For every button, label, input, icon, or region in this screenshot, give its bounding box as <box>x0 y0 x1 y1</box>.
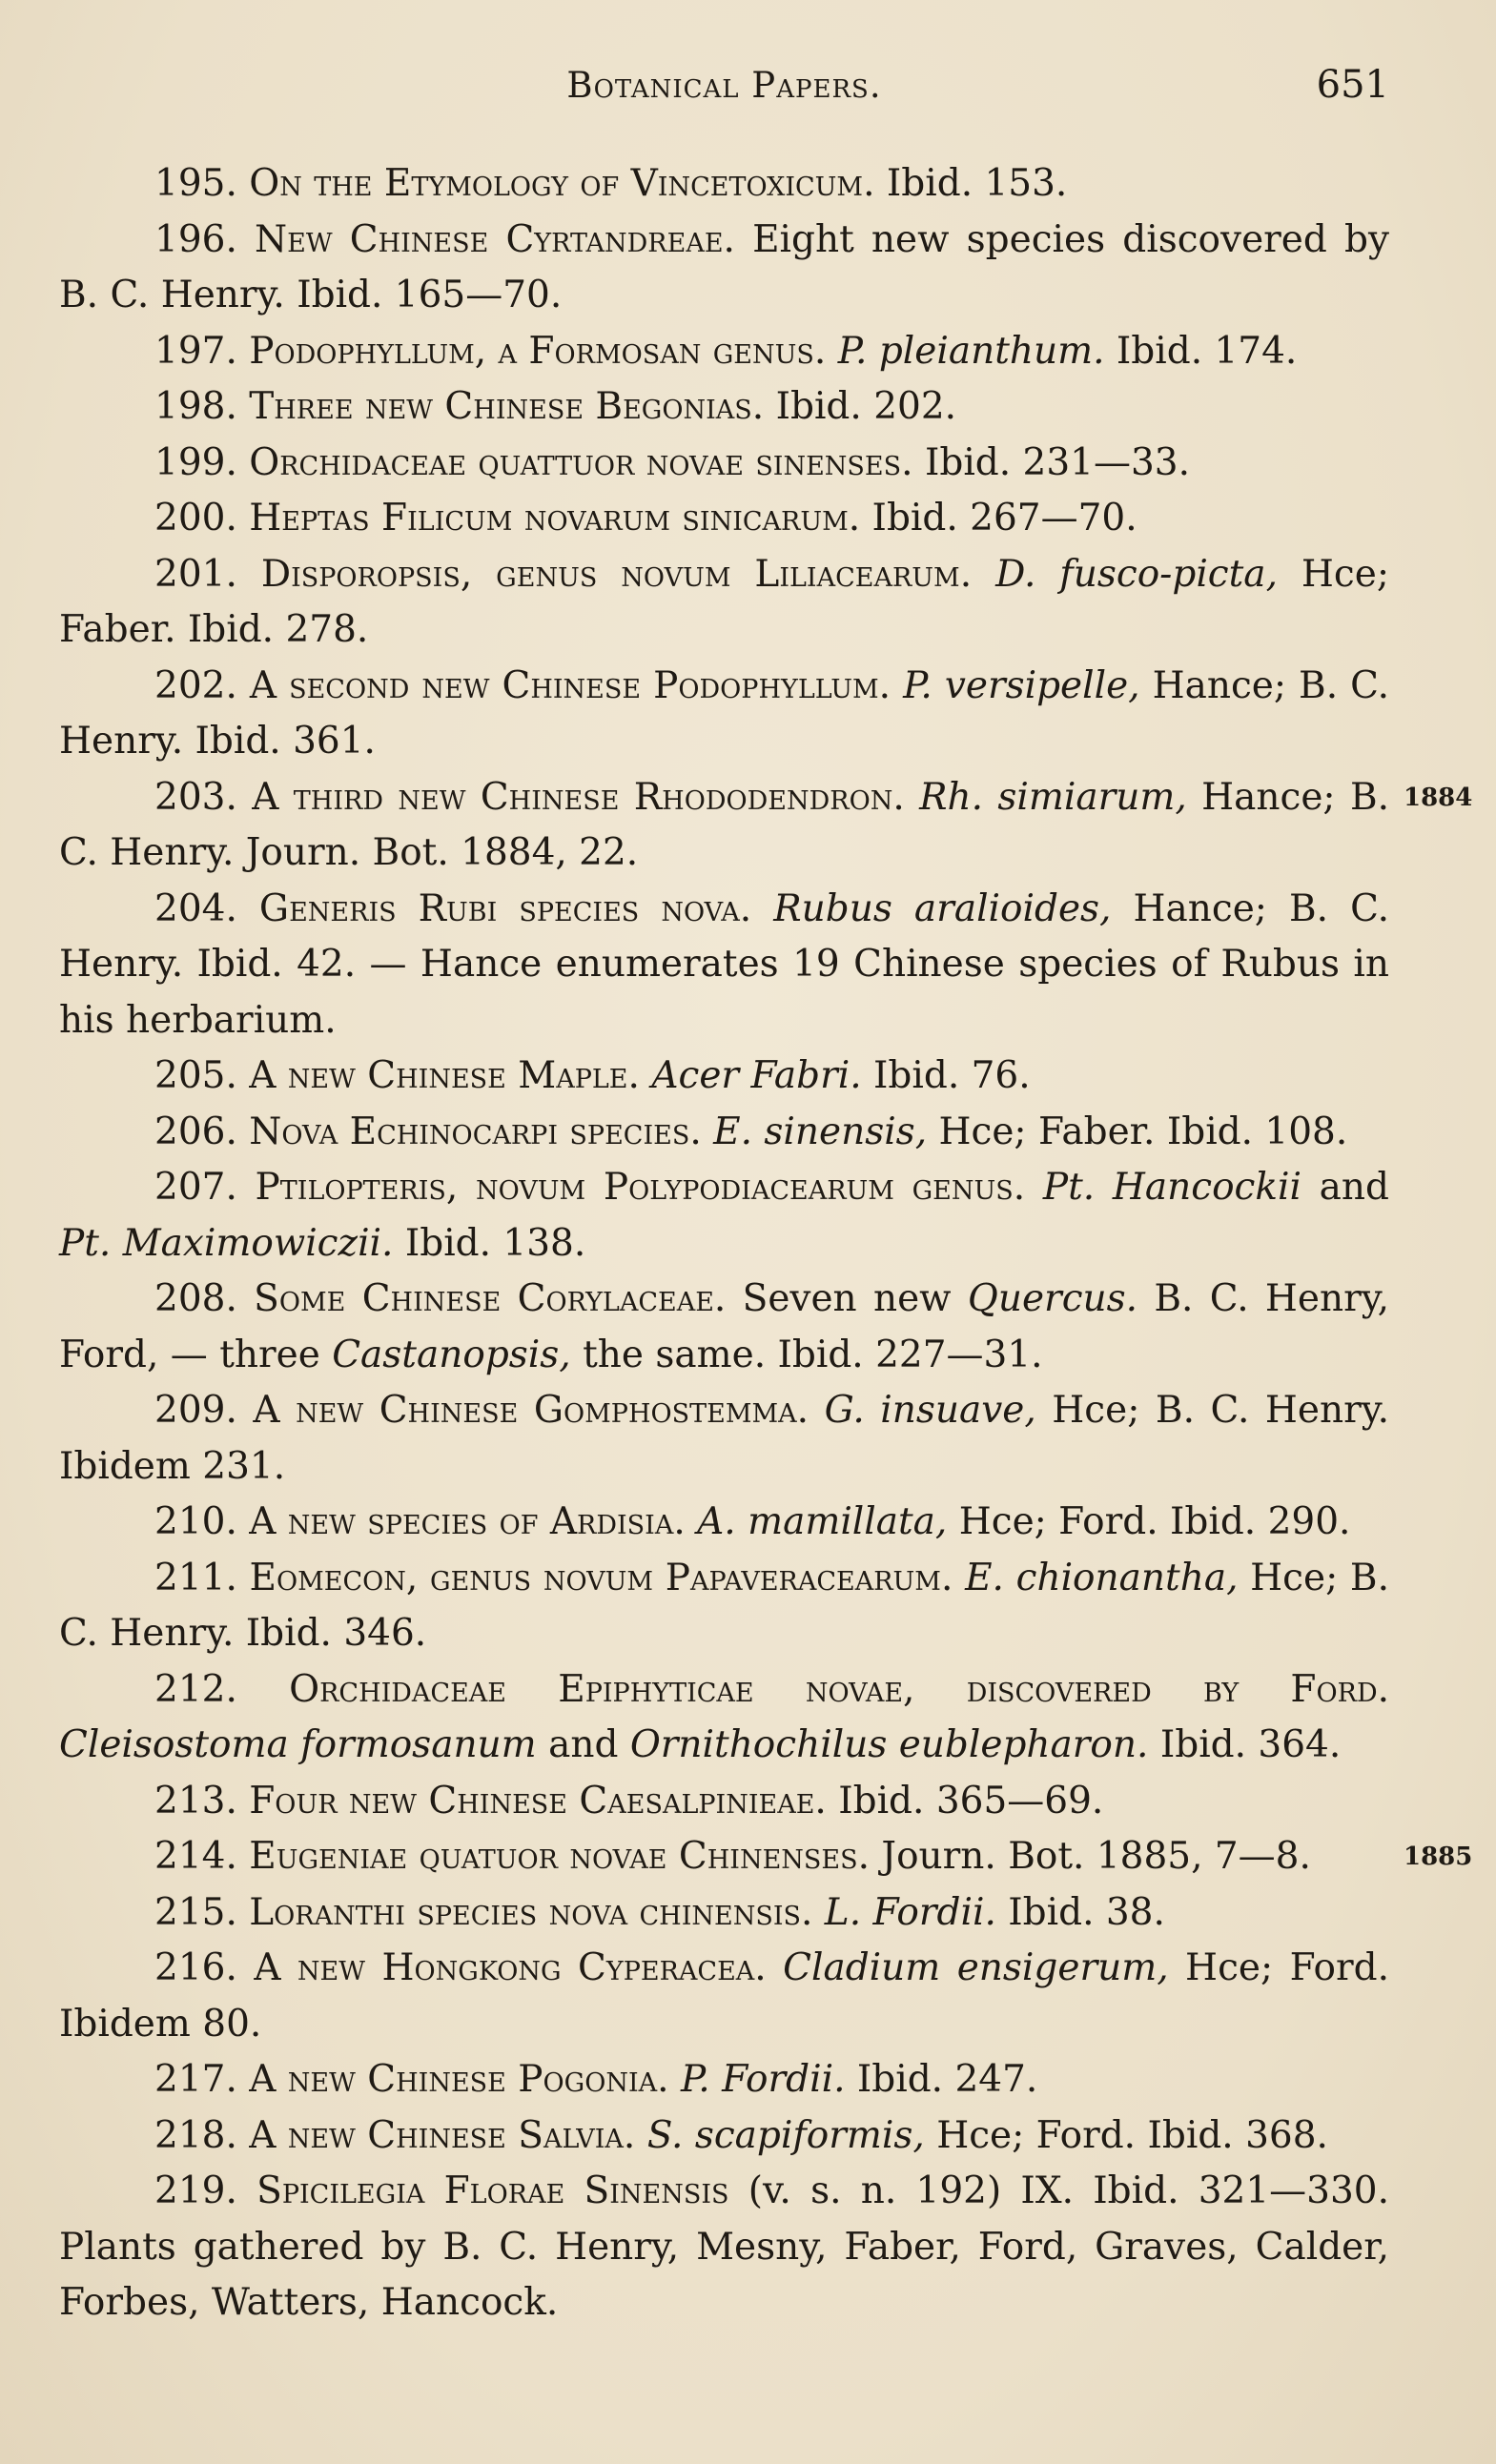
entry-text: Hance; B. C. Henry. Ibid. 361. <box>59 663 1389 763</box>
entry-text: Hance; B. C. Henry. Journ. Bot. 1884, 22. <box>59 775 1389 874</box>
entry-number: 210. <box>154 1500 237 1543</box>
entry-text: B. C. Henry, Ford, — three <box>59 1277 1390 1376</box>
entry-text: Hce; Ford. Ibid. 290. <box>947 1500 1351 1543</box>
entry-title: Loranthi species nova chinensis. <box>249 1890 813 1934</box>
entry-text: Hce; Ford. Ibidem 80. <box>59 1946 1389 2046</box>
entry-text <box>953 1557 965 1599</box>
entry-number: 201. <box>154 552 237 596</box>
entry-title: Spicilegia Florae Sinensis <box>256 2169 729 2212</box>
bibliography-entry <box>59 1551 1389 1662</box>
bibliography-list <box>59 156 1389 2332</box>
entry-number: 219. <box>154 2169 237 2212</box>
entry-title: Nova Echinocarpi species. <box>249 1110 702 1153</box>
species-name: S. scapiformis, <box>646 2113 925 2157</box>
entry-number: 208. <box>154 1277 237 1320</box>
entry-number: 207. <box>154 1166 237 1209</box>
entry-text <box>702 1110 713 1153</box>
entry-text <box>1025 1166 1043 1209</box>
entry-text <box>640 1054 651 1097</box>
species-name: P. Fordii. <box>680 2058 846 2101</box>
entry-title: A new Chinese Salvia. <box>249 2113 636 2157</box>
entry-text: Ibid. 247. <box>845 2058 1038 2101</box>
entry-title: A new Chinese Gomphostemma. <box>253 1389 809 1432</box>
entry-title: On the Etymology of Vincetoxicum. <box>249 162 875 205</box>
bibliography-entry <box>59 1885 1389 1942</box>
species-name: Cleisostoma formosanum <box>59 1723 537 1766</box>
species-name: Pt. Hancockii <box>1042 1166 1301 1209</box>
entry-text <box>891 664 903 707</box>
bibliography-entry <box>59 770 1389 882</box>
entry-text: Hance; B. C. Henry. Ibid. 42. — Hance enumerates 19 Chinese species of Rubus in his herbarium. <box>59 886 1389 1042</box>
entry-text: Ibid. 38. <box>995 1890 1165 1934</box>
entry-title: Generis Rubi species nova. <box>258 886 752 930</box>
entry-title: Heptas Filicum novarum sinicarum. <box>249 497 861 540</box>
entry-title: Eomecon, genus novum Papaveracearum. <box>249 1556 953 1599</box>
species-name: D. fusco-picta, <box>995 552 1278 596</box>
entry-title: A new Chinese Maple. <box>249 1054 640 1097</box>
entry-title: Ptilopteris, novum Polypodiacearum genus. <box>255 1166 1026 1209</box>
entry-title: Some Chinese Corylaceae. <box>254 1277 727 1320</box>
entry-title: A new species of Ardisia. <box>249 1500 686 1543</box>
species-name: Quercus. <box>967 1277 1138 1320</box>
species-name: Ornithochilus eublepharon. <box>629 1723 1149 1766</box>
entry-title: New Chinese Cyrtandreae. <box>255 217 735 261</box>
entry-text: Hce; B. C. Henry. Ibidem 231. <box>59 1389 1389 1488</box>
bibliography-entry <box>59 1272 1389 1383</box>
bibliography-entry <box>59 2052 1389 2108</box>
entry-number: 198. <box>154 385 237 428</box>
entry-text: Hce; Ford. Ibid. 368. <box>924 2113 1328 2157</box>
bibliography-entry <box>59 1049 1389 1105</box>
entry-number: 213. <box>154 1779 237 1823</box>
entry-text: Hce; B. C. Henry. Ibid. 346. <box>59 1556 1389 1655</box>
margin-year: 1884 <box>1404 784 1473 812</box>
entry-text <box>809 1389 825 1432</box>
entry-text: Seven new <box>726 1277 968 1320</box>
bibliography-entry <box>59 882 1389 1049</box>
entry-number: 216. <box>154 1946 237 1989</box>
entry-text: Hce; Faber. Ibid. 108. <box>927 1110 1348 1153</box>
entry-number: 203. <box>154 775 237 819</box>
bibliography-entry <box>59 1662 1389 1774</box>
bibliography-entry <box>59 1105 1389 1161</box>
entry-number: 209. <box>154 1389 237 1432</box>
bibliography-entry <box>59 2164 1389 2332</box>
entry-text: Journ. Bot. 1885, 7—8. <box>870 1835 1311 1878</box>
bibliography-entry <box>59 2108 1389 2165</box>
margin-year: 1885 <box>1404 1843 1473 1871</box>
entry-number: 215. <box>154 1890 237 1934</box>
entry-title: A second new Chinese Podophyllum. <box>249 663 891 707</box>
species-name: Acer Fabri. <box>651 1054 862 1097</box>
entry-number: 196. <box>154 217 237 261</box>
bibliography-entry <box>59 1829 1389 1885</box>
bibliography-entry <box>59 379 1389 436</box>
entry-text: Ibid. 138. <box>393 1221 586 1265</box>
species-name: Cladium ensigerum, <box>783 1946 1169 1989</box>
entry-text: Ibid. 153. <box>874 162 1068 205</box>
species-name: A. mamillata, <box>697 1500 948 1543</box>
species-name: Castanopsis, <box>332 1333 571 1376</box>
entry-text <box>972 553 995 596</box>
entry-title: Eugeniae quatuor novae Chinenses. <box>249 1835 871 1878</box>
entry-number: 217. <box>154 2058 237 2101</box>
entry-title: Four new Chinese Caesalpinieae. <box>249 1779 827 1823</box>
entry-text: (v. s. n. 192) IX. Ibid. 321—330. Plants gathered by B. C. Henry, Mesny, Faber, Ford, Graves, Calder, Forbes, Watters, Hancock. <box>59 2169 1389 2324</box>
entry-text: the same. Ibid. 227—31. <box>570 1333 1043 1376</box>
entry-text <box>905 776 919 819</box>
entry-number: 200. <box>154 497 237 540</box>
entry-text <box>812 1891 824 1934</box>
entry-text: Ibid. 231—33. <box>912 440 1191 484</box>
species-name: Rubus aralioides, <box>773 886 1112 930</box>
entry-number: 202. <box>154 663 237 707</box>
species-name: E. sinensis, <box>713 1110 928 1153</box>
entry-title: Disporopsis, genus novum Liliacearum. <box>260 552 973 596</box>
entry-title: Three new Chinese Begonias. <box>249 385 765 428</box>
entry-number: 204. <box>154 886 237 930</box>
entry-number: 211. <box>154 1556 237 1599</box>
running-title: Botanical Papers. <box>566 65 882 106</box>
entry-text: Ibid. 364. <box>1148 1723 1342 1766</box>
entry-number: 212. <box>154 1667 237 1711</box>
bibliography-entry <box>59 1941 1389 2052</box>
entry-number: 205. <box>154 1054 237 1097</box>
bibliography-entry <box>59 213 1389 324</box>
entry-title: A new Hongkong Cyperacea. <box>254 1946 767 1989</box>
species-name: E. chionantha, <box>965 1556 1239 1599</box>
bibliography-entry <box>59 1383 1389 1495</box>
entry-text <box>826 330 837 373</box>
page-number: 651 <box>1316 63 1389 107</box>
entry-number: 197. <box>154 329 237 373</box>
bibliography-entry <box>59 156 1389 213</box>
entry-title: Orchidaceae quattuor novae sinenses. <box>249 440 913 484</box>
entry-text <box>686 1500 697 1543</box>
entry-text: Hce; Faber. Ibid. 278. <box>59 552 1389 651</box>
entry-title: Podophyllum, a Formosan genus. <box>249 329 827 373</box>
page-header <box>59 59 1389 116</box>
entry-text <box>751 887 773 930</box>
species-name: Pt. Maximowiczii. <box>59 1221 394 1265</box>
species-name: L. Fordii. <box>824 1890 996 1934</box>
entry-text <box>669 2058 681 2101</box>
entry-text: Eight new species discovered by B. C. Henry. Ibid. 165—70. <box>59 217 1389 316</box>
bibliography-entry <box>59 659 1389 770</box>
entry-text: Ibid. 174. <box>1104 329 1298 373</box>
entry-text: and <box>536 1723 630 1766</box>
bibliography-entry <box>59 547 1389 659</box>
entry-text <box>767 1946 783 1989</box>
entry-text: Ibid. 267—70. <box>860 497 1137 540</box>
entry-text: Ibid. 365—69. <box>826 1779 1104 1823</box>
species-name: Rh. simiarum, <box>919 775 1187 819</box>
bibliography-entry <box>59 324 1389 380</box>
entry-title: A new Chinese Pogonia. <box>249 2058 669 2101</box>
entry-text: Ibid. 202. <box>764 385 957 428</box>
entry-number: 218. <box>154 2113 237 2157</box>
bibliography-entry <box>59 491 1389 547</box>
species-name: P. pleianthum. <box>837 329 1105 373</box>
entry-number: 195. <box>154 162 237 205</box>
entry-number: 199. <box>154 440 237 484</box>
entry-text <box>635 2114 646 2157</box>
entry-number: 206. <box>154 1110 237 1153</box>
entry-text: and <box>1301 1166 1389 1209</box>
bibliography-entry <box>59 1774 1389 1830</box>
entry-title: A third new Chinese Rhododendron. <box>252 775 905 819</box>
bibliography-entry <box>59 436 1389 492</box>
bibliography-entry <box>59 1495 1389 1551</box>
entry-number: 214. <box>154 1835 237 1878</box>
bibliography-entry <box>59 1160 1389 1272</box>
entry-text: Ibid. 76. <box>861 1054 1031 1097</box>
entry-title: Orchidaceae Epiphyticae novae, discovered by Ford. <box>289 1667 1389 1711</box>
species-name: P. versipelle, <box>903 663 1140 707</box>
species-name: G. insuave, <box>824 1389 1036 1432</box>
